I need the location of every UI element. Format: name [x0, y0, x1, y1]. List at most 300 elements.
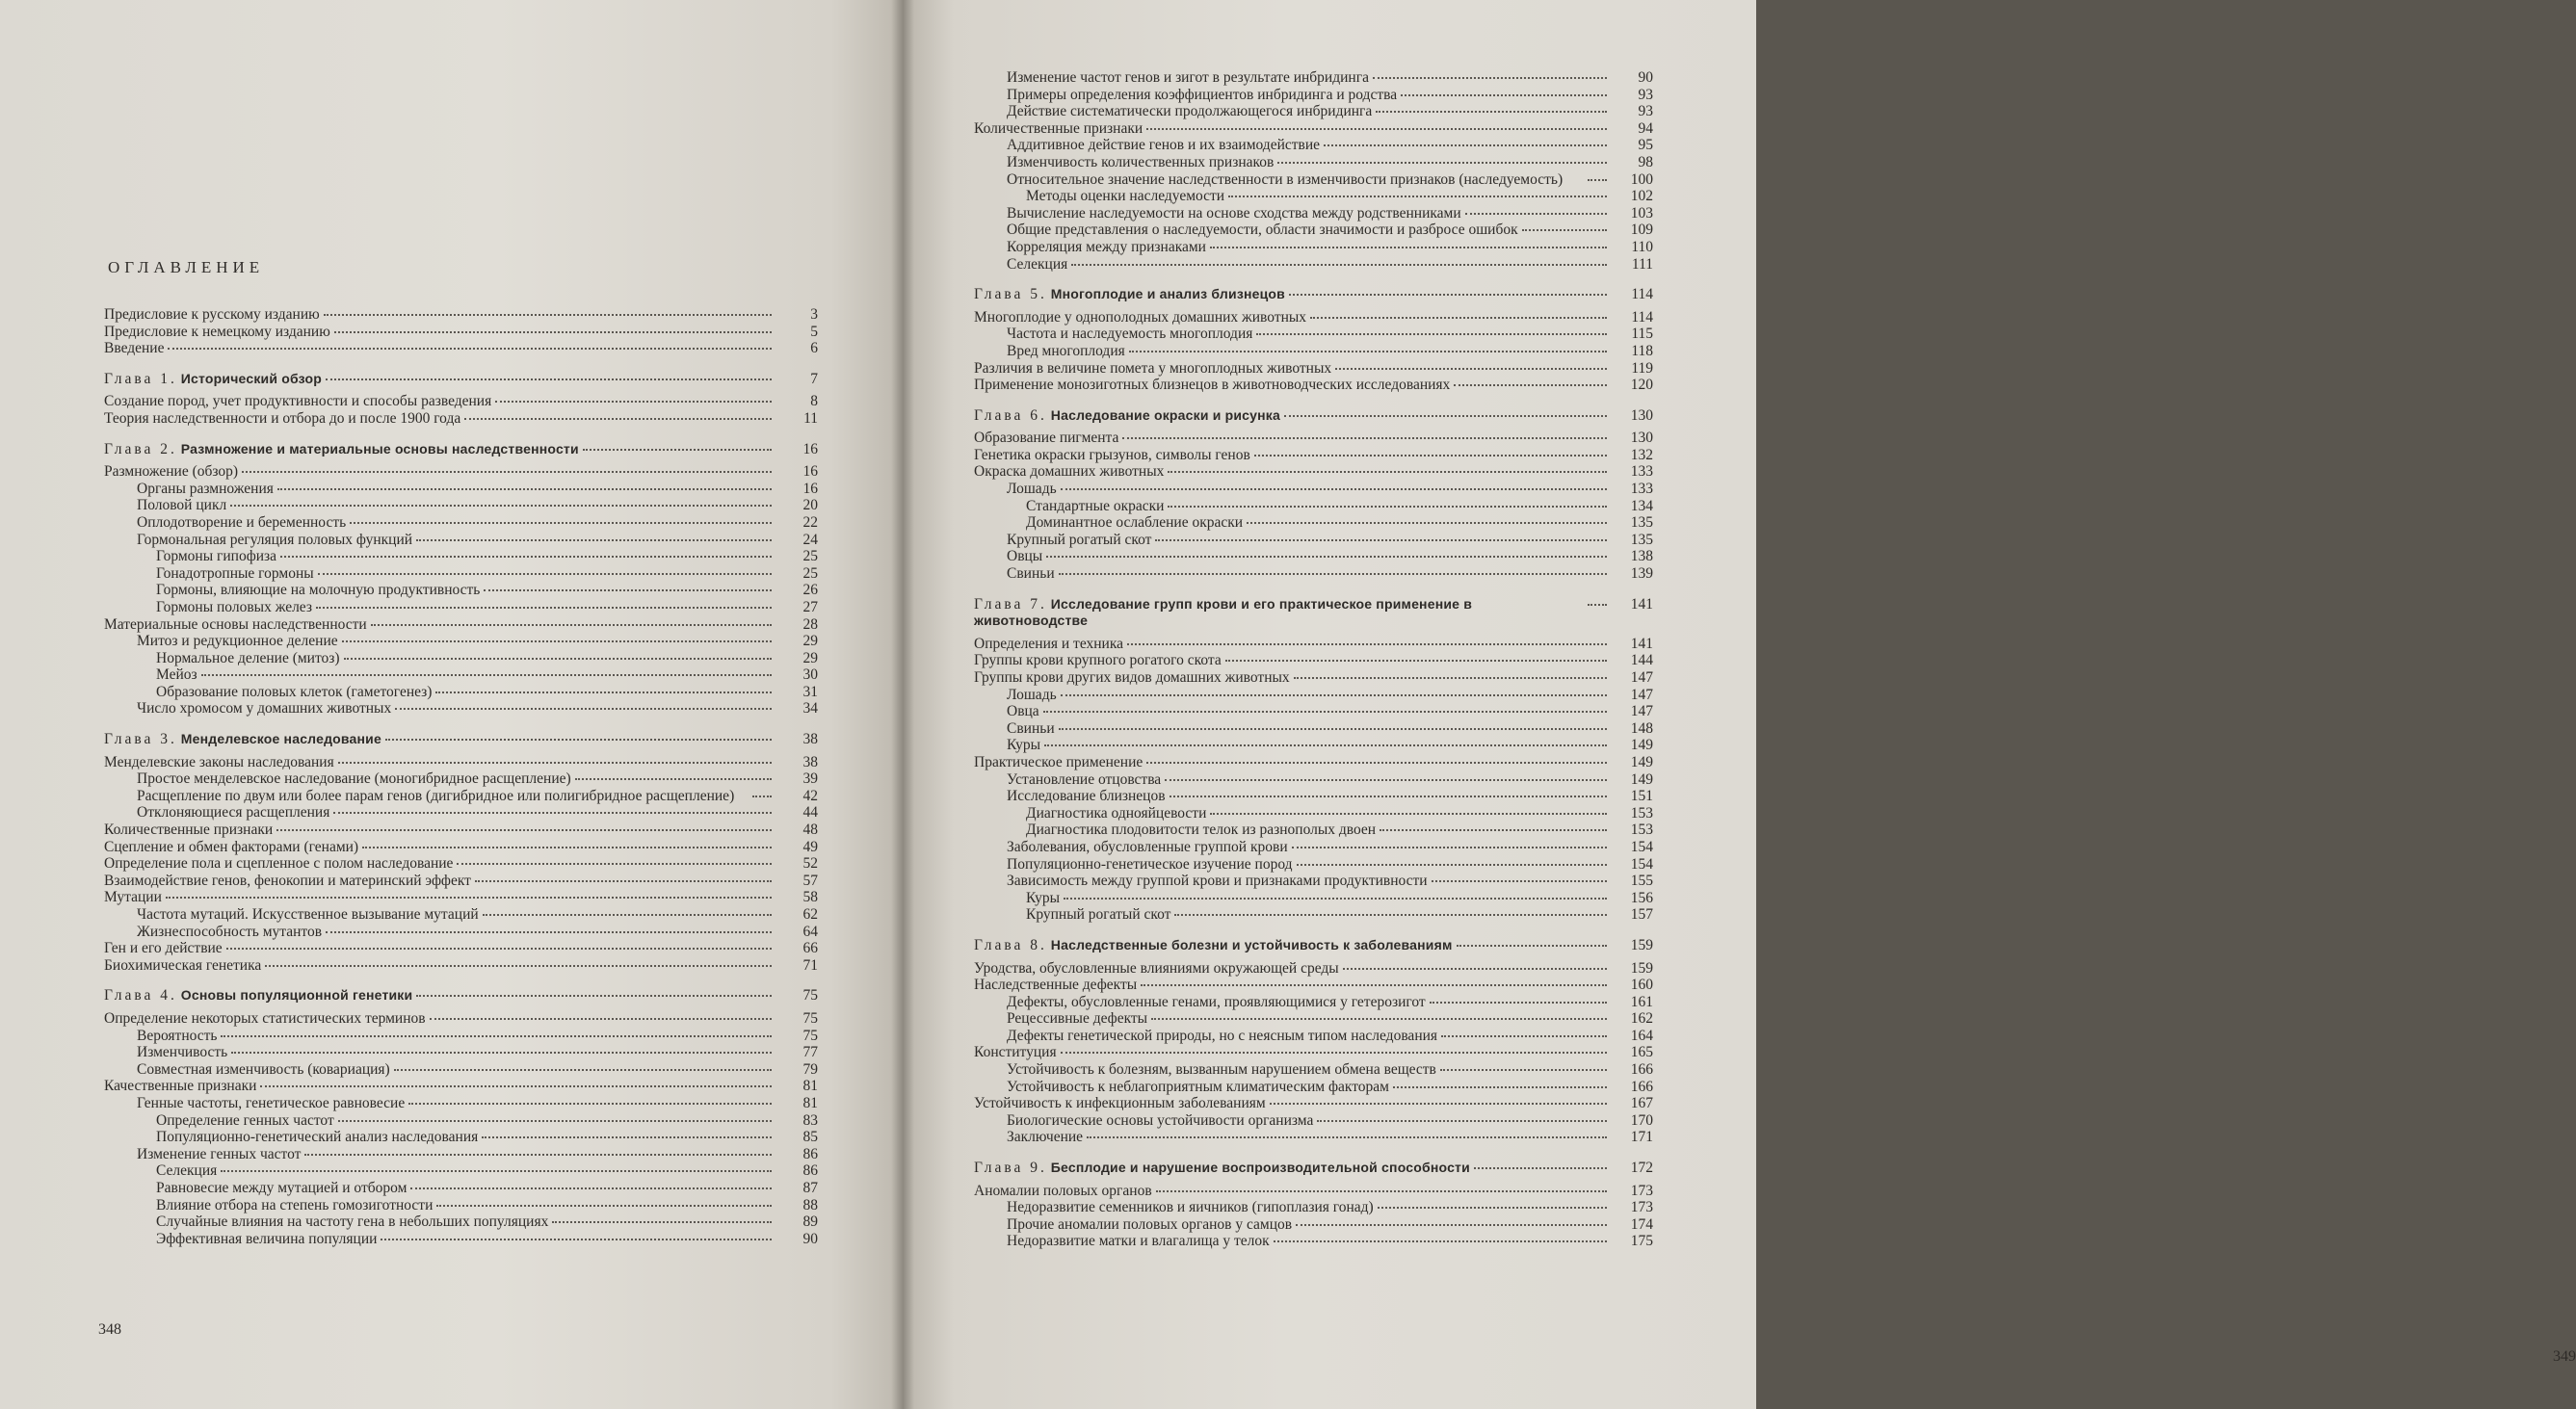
dot-leader [1170, 796, 1607, 797]
entry-page-number: 38 [802, 731, 818, 748]
toc-entry [974, 687, 1653, 704]
entry-title: Изменение генных частот [137, 1145, 302, 1162]
toc-entry [104, 1231, 818, 1248]
toc-entry [104, 906, 818, 924]
toc-entry [974, 154, 1653, 171]
entry-page-number: 115 [1631, 326, 1653, 343]
toc-entry [974, 839, 1653, 856]
dot-leader [280, 556, 772, 558]
toc-entry [104, 1180, 818, 1197]
dot-leader [1061, 694, 1607, 696]
dot-leader [304, 1154, 772, 1156]
entry-title: Свиньи [1007, 719, 1055, 737]
toc-entry [104, 770, 818, 788]
entry-page-number: 164 [1630, 1027, 1653, 1044]
entry-title: Органы размножения [137, 480, 274, 497]
entry-page-number: 87 [802, 1179, 818, 1196]
dot-leader [1151, 1018, 1607, 1020]
entry-page-number: 147 [1630, 686, 1653, 703]
dot-leader [1087, 1136, 1607, 1138]
chapter-label: Глава 3. [104, 731, 177, 748]
toc-entry [974, 430, 1653, 447]
dot-leader [436, 1205, 772, 1207]
toc-entry [974, 205, 1653, 222]
entry-title: Совместная изменчивость (ковариация) [137, 1060, 390, 1078]
dot-leader [1156, 1190, 1607, 1192]
toc-entry [974, 960, 1653, 978]
entry-title: Ген и его действие [104, 940, 223, 957]
entry-title: Куры [1026, 889, 1061, 906]
entry-page-number: 119 [1631, 359, 1653, 377]
chapter-heading [974, 407, 1280, 425]
entry-page-number: 20 [802, 497, 818, 514]
entry-title: Овцы [1007, 548, 1043, 565]
toc-entry [974, 120, 1653, 138]
dot-leader [1165, 779, 1607, 781]
entry-page-number: 79 [802, 1060, 818, 1078]
entry-page-number: 103 [1630, 204, 1653, 222]
chapter-title: Менделевское наследование [180, 731, 381, 747]
entry-title: Вероятность [137, 1027, 218, 1044]
entry-page-number: 95 [1638, 137, 1653, 154]
entry-title: Изменчивость [137, 1044, 228, 1061]
left-page [0, 0, 903, 1409]
dot-leader [1168, 506, 1607, 508]
entry-page-number: 62 [802, 906, 818, 923]
chapter-heading [104, 987, 412, 1005]
entry-page-number: 114 [1631, 308, 1653, 326]
entry-page-number: 93 [1638, 103, 1653, 120]
dot-leader [1343, 968, 1607, 970]
chapter-title: Основы популяционной генетики [180, 987, 413, 1004]
toc-entry [974, 1028, 1653, 1045]
dot-leader [334, 331, 772, 333]
entry-page-number: 149 [1630, 737, 1653, 754]
entry-title: Материальные основы наследственности [104, 615, 367, 633]
chapter-heading [974, 286, 1285, 303]
toc-entry [104, 1197, 818, 1214]
chapter-title: Бесплодие и нарушение воспроизводительной способности [1050, 1160, 1470, 1176]
toc-entry [104, 481, 818, 498]
entry-page-number: 93 [1638, 86, 1653, 103]
chapter-heading [104, 441, 579, 458]
toc-entry [974, 498, 1653, 515]
entry-page-number: 167 [1630, 1095, 1653, 1112]
dot-leader [416, 995, 772, 997]
entry-page-number: 173 [1630, 1199, 1653, 1216]
toc-entry [974, 69, 1653, 87]
dot-leader [1274, 1240, 1607, 1242]
toc-chapter [104, 441, 818, 458]
entry-title: Группы крови крупного рогатого скота [974, 652, 1222, 669]
dot-leader [318, 573, 772, 575]
entry-title: Заключение [1007, 1129, 1084, 1146]
dot-leader [1270, 1103, 1607, 1105]
entry-page-number: 24 [802, 531, 818, 548]
toc-entry [104, 616, 818, 634]
entry-page-number: 147 [1630, 703, 1653, 720]
entry-page-number: 141 [1630, 635, 1653, 652]
entry-title: Аддитивное действие генов и их взаимодействие [1007, 137, 1321, 154]
dot-leader [1254, 455, 1607, 457]
dot-leader [385, 739, 772, 741]
dot-leader [166, 897, 772, 899]
dot-leader [1474, 1167, 1607, 1169]
entry-page-number: 75 [802, 1027, 818, 1044]
toc-entry [974, 87, 1653, 104]
toc-entry [104, 1129, 818, 1146]
toc-entry [104, 324, 818, 341]
entry-page-number: 109 [1630, 222, 1653, 239]
entry-title: Устойчивость к болезням, вызванным нарушением обмена веществ [1007, 1061, 1436, 1079]
toc-entry [974, 754, 1653, 771]
toc-list-left [104, 306, 818, 1247]
toc-entry [974, 188, 1653, 205]
toc-entry [104, 822, 818, 839]
entry-title: Практическое применение [974, 753, 1143, 770]
chapter-label: Глава 8. [974, 936, 1047, 953]
toc-entry [974, 805, 1653, 822]
toc-entry [104, 788, 818, 805]
dot-leader [457, 863, 772, 865]
toc-entry [974, 343, 1653, 360]
entry-title: Определение некоторых статистических терминов [104, 1009, 426, 1027]
dot-leader [483, 914, 772, 916]
chapter-title: Многоплодие и анализ близнецов [1050, 286, 1285, 302]
entry-title: Частота мутаций. Искусственное вызывание мутаций [137, 906, 479, 923]
entry-page-number: 148 [1630, 719, 1653, 737]
chapter-title: Наследование окраски и рисунка [1050, 406, 1281, 423]
dot-leader [1064, 898, 1607, 900]
entry-page-number: 25 [802, 548, 818, 565]
dot-leader [1376, 111, 1607, 113]
toc-entry [104, 548, 818, 565]
toc-entry [974, 977, 1653, 994]
dot-leader [265, 965, 772, 967]
entry-title: Примеры определения коэффициентов инбридинга и родства [1007, 86, 1398, 103]
entry-page-number: 7 [810, 370, 818, 387]
entry-title: Устойчивость к неблагоприятным климатическим факторам [1007, 1078, 1389, 1095]
book-gutter [891, 0, 914, 1409]
toc-entry [104, 684, 818, 701]
entry-page-number: 114 [1631, 286, 1653, 303]
chapter-label: Глава 7. [974, 595, 1047, 613]
dot-leader [394, 1069, 772, 1071]
entry-page-number: 48 [802, 822, 818, 839]
toc-chapter [104, 987, 818, 1005]
toc-entry [104, 839, 818, 856]
toc-entry [974, 856, 1653, 874]
toc-entry [974, 326, 1653, 343]
entry-page-number: 154 [1630, 855, 1653, 873]
entry-page-number: 6 [810, 340, 818, 357]
dot-leader [324, 314, 772, 316]
dot-leader [482, 1136, 772, 1138]
entry-title: Биохимическая генетика [104, 956, 262, 974]
dot-leader [221, 1170, 772, 1172]
toc-entry [974, 137, 1653, 154]
entry-title: Окраска домашних животных [974, 463, 1165, 481]
entry-title: Свиньи [1007, 565, 1055, 583]
entry-title: Группы крови других видов домашних животных [974, 669, 1290, 686]
dot-leader [1380, 829, 1607, 831]
entry-page-number: 81 [802, 1078, 818, 1095]
entry-page-number: 151 [1630, 788, 1653, 805]
entry-page-number: 38 [802, 753, 818, 770]
entry-title: Определение пола и сцепленное с полом наследование [104, 855, 454, 873]
entry-page-number: 175 [1630, 1233, 1653, 1250]
dot-leader [1310, 317, 1607, 319]
dot-leader [408, 1103, 772, 1105]
entry-title: Уродства, обусловленные влияниями окружающей среды [974, 959, 1339, 977]
entry-page-number: 153 [1630, 804, 1653, 822]
entry-page-number: 86 [802, 1145, 818, 1162]
chapter-title: Исследование групп крови и его практическое применение в животноводстве [974, 595, 1473, 629]
toc-entry [974, 360, 1653, 378]
dot-leader [1440, 1069, 1607, 1071]
dot-leader [1335, 368, 1607, 370]
dot-leader [221, 1035, 772, 1037]
entry-page-number: 52 [802, 855, 818, 873]
entry-title: Генные частоты, генетическое равновесие [137, 1094, 406, 1111]
entry-page-number: 166 [1630, 1061, 1653, 1079]
toc-entry [974, 1079, 1653, 1096]
entry-page-number: 90 [802, 1230, 818, 1247]
entry-page-number: 100 [1630, 170, 1653, 188]
entry-page-number: 155 [1630, 873, 1653, 890]
entry-page-number: 16 [802, 480, 818, 497]
chapter-heading [104, 731, 381, 748]
entry-title: Теория наследственности и отбора до и после 1900 года [104, 409, 461, 427]
dot-leader [1146, 762, 1607, 764]
dot-leader [1401, 94, 1607, 96]
toc-entry [974, 1010, 1653, 1028]
entry-title: Создание пород, учет продуктивности и способы разведения [104, 393, 492, 410]
entry-page-number: 44 [802, 804, 818, 822]
entry-page-number: 135 [1630, 531, 1653, 548]
toc-entry [974, 636, 1653, 653]
entry-page-number: 86 [802, 1162, 818, 1180]
dot-leader [1174, 914, 1607, 916]
entry-title: Дефекты генетической природы, но с неясным типом наследования [1007, 1027, 1438, 1044]
toc-entry [974, 222, 1653, 239]
entry-page-number: 138 [1630, 548, 1653, 565]
entry-title: Сцепление и обмен факторами (генами) [104, 838, 359, 855]
entry-page-number: 25 [802, 564, 818, 582]
entry-page-number: 16 [802, 440, 818, 457]
entry-title: Зависимость между группой крови и признаками продуктивности [1007, 873, 1428, 890]
dot-leader [1289, 294, 1607, 296]
entry-title: Прочие аномалии половых органов у самцов [1007, 1215, 1293, 1233]
entry-title: Доминантное ослабление окраски [1026, 514, 1244, 532]
entry-title: Многоплодие у однопoлодных домашних животных [974, 308, 1307, 326]
entry-title: Частота и наследуемость многоплодия [1007, 326, 1253, 343]
dot-leader [260, 1085, 772, 1087]
dot-leader [1210, 813, 1607, 815]
toc-entry [104, 633, 818, 650]
dot-leader [575, 778, 772, 780]
toc-entry [974, 771, 1653, 789]
entry-title: Равновесие между мутацией и отбором [156, 1179, 407, 1196]
dot-leader [1441, 1035, 1607, 1037]
entry-page-number: 66 [802, 940, 818, 957]
entry-page-number: 130 [1630, 430, 1653, 447]
entry-page-number: 132 [1630, 446, 1653, 463]
toc-chapter [974, 1160, 1653, 1177]
toc-entry [104, 1044, 818, 1061]
entry-title: Отклоняющиеся расщепления [137, 804, 330, 822]
dot-leader [1059, 573, 1607, 575]
toc-entry [104, 889, 818, 906]
toc-entry [104, 924, 818, 941]
dot-leader [1129, 351, 1607, 352]
dot-leader [464, 418, 772, 420]
toc-entry [974, 669, 1653, 687]
entry-page-number: 165 [1630, 1044, 1653, 1061]
entry-title: Действие систематически продолжающегося инбридинга [1007, 103, 1373, 120]
chapter-heading [974, 937, 1453, 954]
dot-leader [231, 1052, 772, 1054]
entry-page-number: 5 [810, 323, 818, 340]
entry-title: Мейоз [156, 666, 197, 684]
entry-title: Установление отцовства [1007, 770, 1162, 788]
toc-entry [104, 1112, 818, 1130]
entry-page-number: 16 [802, 463, 818, 481]
dot-leader [342, 640, 772, 642]
dot-leader [1061, 488, 1607, 490]
dot-leader [226, 948, 772, 950]
entry-title: Устойчивость к инфекционным заболеваниям [974, 1095, 1266, 1112]
entry-page-number: 133 [1630, 481, 1653, 498]
dot-leader [326, 931, 772, 933]
toc-entry [104, 514, 818, 532]
dot-leader [1317, 1120, 1607, 1122]
dot-leader [1225, 660, 1607, 662]
toc-entry [974, 565, 1653, 583]
toc-entry [974, 1095, 1653, 1112]
entry-title: Диагностика однояйцевости [1026, 804, 1207, 822]
entry-page-number: 88 [802, 1196, 818, 1213]
entry-page-number: 135 [1630, 514, 1653, 532]
entry-title: Недоразвитие матки и влагалища у телок [1007, 1233, 1270, 1250]
toc-title: ОГЛАВЛЕНИЕ [108, 258, 265, 276]
entry-page-number: 173 [1630, 1182, 1653, 1199]
dot-leader [410, 1187, 772, 1189]
dot-leader [395, 708, 772, 710]
entry-title: Вред многоплодия [1007, 342, 1125, 359]
toc-entry [104, 1028, 818, 1045]
dot-leader [1277, 162, 1607, 164]
entry-title: Общие представления о наследуемости, области значимости и разбросе ошибок [1007, 222, 1518, 239]
entry-title: Диагностика плодовитости телок из разнополых двоен [1026, 822, 1377, 839]
entry-page-number: 171 [1630, 1129, 1653, 1146]
toc-entry [974, 788, 1653, 805]
dot-leader [1168, 471, 1607, 473]
entry-page-number: 31 [802, 683, 818, 700]
toc-entry [104, 599, 818, 616]
entry-title: Селекция [1007, 255, 1068, 273]
toc-entry [974, 463, 1653, 481]
entry-title: Предисловие к немецкому изданию [104, 323, 330, 340]
toc-entry [974, 1216, 1653, 1234]
entry-page-number: 157 [1630, 906, 1653, 924]
entry-page-number: 139 [1630, 565, 1653, 583]
entry-title: Введение [104, 340, 165, 357]
toc-entry [974, 994, 1653, 1011]
toc-chapter [974, 596, 1653, 630]
toc-entry [974, 737, 1653, 754]
entry-title: Расщепление по двум или более парам генов (дигибридное или полигибридное расщепление) [137, 787, 735, 804]
toc-entry [104, 700, 818, 718]
entry-title: Образование половых клеток (гаметогенез) [156, 683, 433, 700]
entry-page-number: 64 [802, 923, 818, 940]
entry-page-number: 156 [1630, 889, 1653, 906]
entry-title: Различия в величине помета у многоплодных животных [974, 359, 1332, 377]
entry-page-number: 159 [1630, 936, 1653, 953]
entry-page-number: 27 [802, 598, 818, 615]
toc-entry [104, 873, 818, 890]
entry-page-number: 28 [802, 615, 818, 633]
toc-entry [104, 340, 818, 357]
toc-entry [104, 582, 818, 599]
entry-title: Мутации [104, 889, 162, 906]
entry-page-number: 134 [1630, 497, 1653, 514]
toc-chapter [974, 937, 1653, 954]
toc-entry [104, 565, 818, 583]
entry-page-number: 166 [1630, 1078, 1653, 1095]
entry-page-number: 89 [802, 1213, 818, 1231]
right-page [903, 0, 2576, 1409]
dot-leader [1393, 1086, 1607, 1088]
dot-leader [1228, 196, 1607, 197]
entry-title: Взаимодействие генов, фенокопии и материнский эффект [104, 872, 471, 889]
toc-entry [974, 377, 1653, 394]
entry-page-number: 147 [1630, 669, 1653, 686]
dot-leader [277, 488, 772, 490]
dot-leader [1296, 1224, 1607, 1226]
toc-entry [974, 873, 1653, 890]
entry-page-number: 172 [1630, 1160, 1653, 1177]
dot-leader [316, 607, 772, 609]
entry-title: Половой цикл [137, 497, 227, 514]
entry-title: Исследование близнецов [1007, 788, 1166, 805]
chapter-title: Исторический обзор [180, 370, 322, 386]
entry-page-number: 162 [1630, 1010, 1653, 1028]
entry-title: Гормоны, влияющие на молочную продуктивность [156, 582, 481, 599]
dot-leader [168, 348, 772, 350]
entry-title: Нормальное деление (митоз) [156, 649, 340, 666]
dot-leader [242, 471, 772, 473]
entry-page-number: 75 [802, 1009, 818, 1027]
chapter-title: Размножение и материальные основы наследственности [180, 440, 579, 457]
entry-page-number: 3 [810, 306, 818, 323]
entry-page-number: 154 [1630, 838, 1653, 855]
entry-page-number: 120 [1630, 377, 1653, 394]
entry-title: Вычисление наследуемости на основе сходства между родственниками [1007, 204, 1461, 222]
toc-chapter [974, 407, 1653, 425]
entry-title: Дефекты, обусловленные генами, проявляющимися у гетерозигот [1007, 993, 1426, 1010]
entry-title: Недоразвитие семенников и яичников (гипоплазия гонад) [1007, 1199, 1374, 1216]
dot-leader [276, 829, 772, 831]
entry-title: Стандартные окраски [1026, 497, 1165, 514]
toc-entry [104, 650, 818, 667]
dot-leader [1297, 864, 1607, 866]
entry-page-number: 49 [802, 838, 818, 855]
entry-title: Качественные признаки [104, 1078, 257, 1095]
dot-leader [1588, 604, 1607, 606]
dot-leader [230, 505, 772, 507]
entry-title: Методы оценки наследуемости [1026, 188, 1225, 205]
